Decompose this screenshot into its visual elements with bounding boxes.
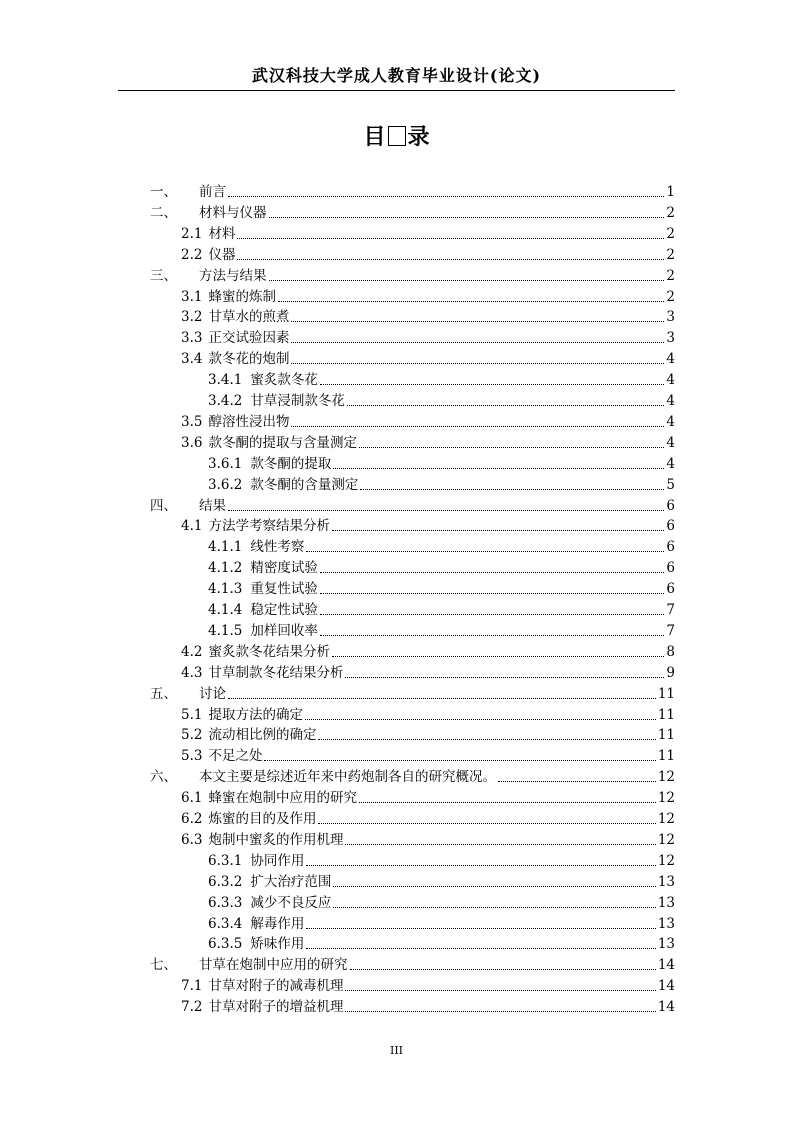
toc-entry-page: 3 [666, 309, 675, 326]
dot-leader [320, 593, 665, 594]
toc-entry-page: 4 [666, 434, 675, 451]
toc-entry-label: 款冬酮的提取 [250, 455, 332, 472]
toc-entry-number: 6.3.5 [208, 936, 243, 953]
toc-entry-page: 11 [657, 706, 675, 723]
toc-entry-page: 13 [657, 873, 675, 890]
dot-leader [306, 865, 655, 866]
toc-entry-page: 14 [657, 978, 675, 995]
toc-entry-label: 仪器 [208, 246, 236, 263]
toc-entry[interactable] [150, 955, 675, 975]
toc-entry-label: 讨论 [199, 685, 226, 702]
toc-entry-number: 4.1.1 [208, 539, 243, 556]
toc-entry-number: 4.1 [181, 518, 203, 535]
toc-entry-number: 3.6 [181, 434, 203, 451]
dot-leader [291, 426, 664, 427]
toc-title-left: 目 [363, 125, 386, 150]
toc-entry[interactable] [208, 893, 675, 913]
toc-entry-label: 稳定性试验 [250, 602, 318, 618]
toc-entry-page: 14 [657, 999, 675, 1016]
dot-leader [305, 719, 656, 720]
toc-entry-number: 一、 [150, 184, 177, 200]
toc-entry[interactable] [181, 976, 675, 996]
toc-entry-page: 4 [666, 372, 675, 389]
toc-entry[interactable] [181, 287, 675, 307]
toc-entry-page: 6 [666, 581, 675, 598]
toc-entry-label: 前言 [199, 184, 226, 200]
dot-leader [320, 614, 665, 615]
toc-entry[interactable] [181, 224, 675, 244]
toc-entry-number: 6.3 [181, 831, 203, 848]
toc-entry-label: 流动相比例的确定 [208, 727, 317, 744]
dot-leader [306, 948, 655, 949]
toc-entry[interactable] [208, 537, 675, 557]
toc-entry-label: 结果 [199, 497, 226, 514]
toc-entry[interactable] [181, 642, 675, 662]
toc-entry-label: 解毒作用 [250, 915, 305, 932]
toc-entry-number: 3.6.2 [208, 476, 243, 493]
dot-leader [347, 405, 665, 406]
toc-entry[interactable] [208, 558, 675, 578]
toc-entry-page: 13 [657, 936, 675, 953]
missing-glyph-box [388, 126, 406, 146]
toc-title [0, 120, 793, 151]
toc-entry-page: 12 [657, 852, 675, 869]
toc-entry-page: 6 [666, 539, 675, 556]
toc-entry[interactable] [208, 370, 675, 390]
toc-entry-page: 4 [666, 351, 675, 368]
toc-entry-label: 蜂蜜的炼制 [208, 288, 276, 305]
toc-entry[interactable] [208, 475, 675, 495]
toc-entry[interactable] [181, 997, 675, 1017]
toc-entry-label: 加样回收率 [250, 622, 318, 639]
toc-entry-label: 醇溶性浸出物 [208, 413, 290, 430]
toc-entry[interactable] [181, 307, 675, 327]
toc-entry-label: 矫味作用 [250, 936, 305, 953]
dot-leader [237, 238, 664, 239]
toc-entry-page: 13 [657, 915, 675, 932]
toc-entry-label: 蜜炙款冬花结果分析 [208, 643, 330, 660]
toc-entry-page: 14 [657, 957, 675, 974]
toc-entry-number: 3.4.1 [208, 372, 243, 389]
toc-entry-number: 3.4.2 [208, 393, 243, 409]
toc-entry-number: 6.3.2 [208, 873, 243, 890]
toc-entry-page: 7 [666, 622, 675, 639]
dot-leader [320, 572, 665, 573]
toc-entry-page: 12 [657, 790, 675, 807]
toc-entry-number: 5.2 [181, 727, 203, 744]
toc-entry[interactable] [208, 391, 675, 411]
toc-entry[interactable] [150, 266, 675, 286]
toc-entry-number: 4.1.3 [208, 581, 243, 598]
toc-entry-label: 本文主要是综述近年来中药炮制各自的研究概况。 [199, 769, 496, 786]
toc-entry[interactable] [181, 746, 675, 766]
dot-leader [359, 447, 664, 448]
toc-entry-page: 9 [666, 664, 675, 681]
toc-entry-number: 3.6.1 [208, 455, 243, 472]
toc-entry[interactable] [208, 621, 675, 641]
toc-entry-number: 5.1 [181, 706, 203, 723]
toc-entry-page: 4 [666, 455, 675, 472]
dot-leader [360, 489, 664, 490]
dot-leader [332, 656, 664, 657]
toc-entry-number: 六、 [150, 769, 177, 786]
toc-entry-label: 甘草对附子的减毒机理 [208, 978, 344, 995]
toc-entry[interactable] [150, 203, 675, 223]
toc-entry[interactable] [208, 872, 675, 892]
toc-entry-page: 13 [657, 894, 675, 911]
toc-entry-label: 方法与结果 [199, 267, 267, 284]
dot-leader [345, 677, 664, 678]
toc-entry[interactable] [208, 914, 675, 934]
toc-entry-number: 二、 [150, 204, 177, 221]
toc-entry-label: 重复性试验 [250, 581, 318, 598]
toc-entry-page: 1 [666, 184, 675, 200]
toc-entry-label: 减少不良反应 [250, 894, 332, 911]
toc-entry-page: 4 [666, 393, 675, 409]
toc-entry[interactable] [181, 663, 675, 683]
toc-entry-label: 款冬酮的提取与含量测定 [208, 434, 357, 451]
toc-entry-page: 2 [666, 246, 675, 263]
toc-entry-number: 6.1 [181, 790, 203, 807]
dot-leader [359, 802, 656, 803]
dot-leader [498, 781, 656, 782]
toc-entry[interactable] [181, 433, 675, 453]
toc-entry-number: 6.3.3 [208, 894, 243, 911]
toc-entry-number: 七、 [150, 957, 177, 974]
dot-leader [320, 384, 665, 385]
dot-leader [318, 739, 655, 740]
toc-entry[interactable] [181, 705, 675, 725]
toc-entry-label: 不足之处 [208, 748, 263, 765]
toc-entry-page: 12 [657, 831, 675, 848]
toc-title-right: 录 [407, 125, 430, 150]
toc-entry-number: 4.1.4 [208, 602, 243, 618]
dot-leader [333, 886, 655, 887]
dot-leader [345, 844, 655, 845]
toc-entry-number: 4.2 [181, 643, 203, 660]
toc-entry-label: 线性考察 [250, 539, 305, 556]
toc-entry[interactable] [181, 809, 675, 829]
toc-entry-number: 四、 [150, 497, 177, 514]
toc-entry[interactable] [181, 516, 675, 536]
toc-entry-label: 炼蜜的目的及作用 [208, 811, 317, 827]
toc-entry-page: 6 [666, 497, 675, 514]
dot-leader [269, 280, 665, 281]
dot-leader [306, 928, 655, 929]
toc-entry-number: 3.4 [181, 351, 203, 368]
toc-entry-number: 4.1.2 [208, 560, 243, 577]
dot-leader [291, 342, 664, 343]
toc-entry-label: 炮制中蜜炙的作用机理 [208, 831, 344, 848]
toc-entry-label: 正交试验因素 [208, 330, 290, 347]
toc-entry-page: 11 [657, 748, 675, 765]
toc-entry-number: 6.3.1 [208, 852, 243, 869]
dot-leader [228, 698, 656, 699]
document-header: 武汉科技大学成人教育毕业设计(论文) [251, 66, 542, 85]
dot-leader [345, 990, 655, 991]
toc-entry[interactable] [181, 788, 675, 808]
toc-entry-page: 8 [666, 643, 675, 660]
toc-entry[interactable] [181, 349, 675, 369]
toc-entry[interactable] [208, 600, 675, 620]
toc-entry-number: 3.1 [181, 288, 203, 305]
toc-entry[interactable] [150, 767, 675, 787]
toc-entry-number: 6.3.4 [208, 915, 243, 932]
dot-leader [291, 363, 664, 364]
toc-entry-number: 3.2 [181, 309, 203, 326]
toc-entry-page: 3 [666, 330, 675, 347]
dot-leader [350, 969, 656, 970]
toc-entry[interactable] [181, 245, 675, 265]
toc-entry-page: 2 [666, 204, 675, 221]
toc-entry-label: 材料 [208, 225, 236, 242]
toc-entry-number: 2.2 [181, 246, 203, 263]
toc-entry-number: 6.2 [181, 811, 203, 827]
toc-entry-number: 五、 [150, 685, 177, 702]
toc-entry[interactable] [150, 684, 675, 704]
toc-entry-page: 11 [657, 727, 675, 744]
toc-entry-page: 5 [666, 476, 675, 493]
dot-leader [269, 217, 665, 218]
toc-entry[interactable] [208, 579, 675, 599]
toc-entry-page: 2 [666, 225, 675, 242]
toc-entry-label: 甘草水的煎煮 [208, 309, 290, 326]
toc-entry-number: 3.5 [181, 413, 203, 430]
dot-leader [333, 468, 664, 469]
header-rule [118, 90, 675, 91]
toc-entry-label: 蜜炙款冬花 [250, 372, 318, 389]
toc-entry-page: 2 [666, 267, 675, 284]
toc-entry[interactable] [208, 454, 675, 474]
toc-entry-label: 扩大治疗范围 [250, 873, 332, 890]
toc-entry-label: 提取方法的确定 [208, 706, 303, 723]
toc-entry-page: 4 [666, 413, 675, 430]
toc-entry-page: 6 [666, 560, 675, 577]
toc-entry-label: 甘草制款冬花结果分析 [208, 664, 344, 681]
dot-leader [264, 760, 655, 761]
dot-leader [278, 301, 664, 302]
toc-entry-label: 款冬花的炮制 [208, 351, 290, 368]
toc-entry-label: 款冬酮的含量测定 [250, 476, 359, 493]
toc-entry-number: 7.2 [181, 999, 203, 1016]
dot-leader [333, 907, 655, 908]
toc-entry-number: 4.3 [181, 664, 203, 681]
toc-entry-label: 甘草对附子的增益机理 [208, 999, 344, 1016]
toc-entry-number: 3.3 [181, 330, 203, 347]
toc-entry-label: 方法学考察结果分析 [208, 518, 330, 535]
toc-entry-label: 蜂蜜在炮制中应用的研究 [208, 790, 357, 807]
toc-entry-number: 7.1 [181, 978, 203, 995]
dot-leader [228, 196, 664, 197]
dot-leader [228, 510, 664, 511]
toc-entry-page: 12 [657, 811, 675, 827]
toc-entry-number: 5.3 [181, 748, 203, 765]
dot-leader [291, 321, 664, 322]
toc-entry-page: 6 [666, 518, 675, 535]
toc-entry-label: 甘草浸制款冬花 [250, 393, 345, 409]
dot-leader [332, 530, 664, 531]
toc-entry[interactable] [181, 830, 675, 850]
toc-entry-page: 2 [666, 288, 675, 305]
toc-entry-label: 甘草在炮制中应用的研究 [199, 957, 348, 974]
toc-entry-number: 4.1.5 [208, 622, 243, 639]
toc-entry-page: 12 [657, 769, 675, 786]
toc-entry[interactable] [181, 328, 675, 348]
toc-entry-number: 2.1 [181, 225, 203, 242]
toc-entry[interactable] [150, 182, 675, 202]
toc-entry[interactable] [181, 412, 675, 432]
toc-entry-label: 协同作用 [250, 852, 305, 869]
toc-entry[interactable] [150, 496, 675, 516]
toc-entry[interactable] [181, 725, 675, 745]
toc-entry-label: 精密度试验 [250, 560, 318, 577]
toc-entry-number: 三、 [150, 267, 177, 284]
toc-entry[interactable] [208, 934, 675, 954]
page-number: III [389, 1044, 404, 1057]
dot-leader [237, 259, 664, 260]
toc-entry[interactable] [208, 851, 675, 871]
dot-leader [306, 551, 664, 552]
toc-entry-page: 11 [657, 685, 675, 702]
dot-leader [320, 635, 665, 636]
dot-leader [345, 1011, 655, 1012]
dot-leader [318, 823, 655, 824]
toc-entry-label: 材料与仪器 [199, 204, 267, 221]
toc-entry-page: 7 [666, 602, 675, 618]
